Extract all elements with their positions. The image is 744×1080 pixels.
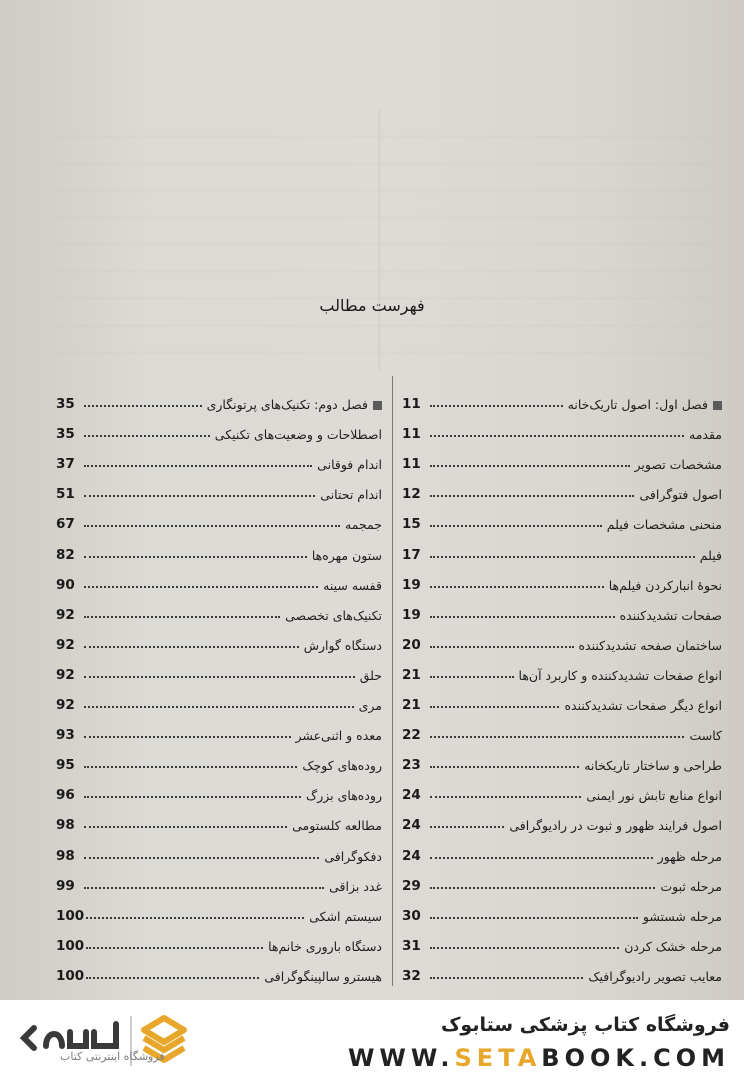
toc-entry-text: مرحله ظهور	[657, 848, 722, 864]
toc-entry-text: انواع منابع تابش نور ایمنی	[586, 788, 722, 804]
dot-leader	[86, 947, 263, 949]
toc-entry-label	[581, 758, 722, 773]
toc-entry-text: صفحات تشدیدکننده	[619, 607, 722, 623]
toc-entry	[56, 773, 382, 803]
toc-page-number: 100	[56, 967, 85, 984]
toc-page-number: 12	[402, 486, 421, 503]
url-prefix: WWW.	[347, 1044, 455, 1072]
toc-entry-text: معایب تصویر رادیوگرافیک	[588, 968, 722, 984]
toc-entry	[402, 563, 722, 593]
toc-page-number: 82	[56, 546, 75, 563]
toc-entry-label	[282, 608, 382, 623]
toc-entry-text: مشخصات تصویر	[634, 457, 722, 473]
toc-entry-label	[686, 728, 722, 743]
toc-entry	[56, 412, 382, 442]
toc-page-number: 20	[402, 636, 421, 653]
toc-page-number: 67	[56, 516, 75, 533]
dot-leader	[84, 586, 318, 588]
toc-page-number: 32	[402, 967, 421, 984]
toc-entry-label	[293, 728, 382, 743]
toc-page-number: 37	[56, 456, 75, 473]
toc-entry-label	[606, 578, 722, 593]
toc-entry-label	[621, 939, 722, 954]
toc-entry	[402, 803, 722, 833]
toc-entry-label	[299, 758, 382, 773]
toc-page-number: 96	[56, 787, 75, 804]
toc-entry	[56, 623, 382, 653]
toc-page-number: 11	[402, 426, 421, 443]
toc-entry-text: روده‌های بزرگ	[306, 788, 382, 804]
toc-entry	[402, 653, 722, 683]
dot-leader	[86, 917, 304, 919]
toc-page-number: 95	[56, 757, 75, 774]
toc-entry-text: مری	[358, 698, 382, 714]
toc-entry	[56, 653, 382, 683]
dot-leader	[430, 977, 583, 979]
url-suffix: BOOK.COM	[541, 1044, 730, 1072]
toc-page-number: 21	[402, 697, 421, 714]
dot-leader	[84, 766, 297, 768]
logo-subtitle: فروشگاه اینترنتی کتاب	[60, 1050, 165, 1063]
dot-leader	[430, 706, 559, 708]
dot-leader	[430, 857, 653, 859]
toc-page-number: 22	[402, 727, 421, 744]
toc-entry-label	[261, 969, 382, 984]
toc-entry-label	[561, 698, 722, 713]
toc-entry	[56, 803, 382, 833]
dot-leader	[84, 887, 324, 889]
toc-entry-label	[320, 578, 382, 593]
toc-entry-text: طراحی و ساختار تاریکخانه	[584, 758, 722, 774]
toc-page-number: 31	[402, 937, 421, 954]
toc-entry-text: جمجمه	[345, 517, 382, 533]
toc-page-number: 92	[56, 636, 75, 653]
toc-entry	[402, 833, 722, 863]
page-title: فهرست مطالب	[319, 296, 425, 315]
dot-leader	[84, 736, 291, 738]
dot-leader	[84, 826, 287, 828]
toc-entry-text: فصل دوم: تکنیک‌های پرتونگاری	[206, 397, 368, 413]
dot-leader	[84, 616, 280, 618]
dot-leader	[84, 857, 319, 859]
toc-page-number: 98	[56, 817, 75, 834]
toc-chapter-entry	[402, 382, 722, 412]
toc-entry	[402, 773, 722, 803]
toc-entry-text: دفکوگرافی	[324, 848, 382, 864]
toc-entry	[402, 683, 722, 713]
dot-leader	[84, 465, 312, 467]
dot-leader	[430, 646, 574, 648]
store-banner	[0, 1000, 744, 1080]
toc-entry-label	[686, 427, 722, 442]
toc-page-number: 15	[402, 516, 421, 533]
toc-entry-label	[265, 939, 382, 954]
toc-entry-label	[342, 517, 382, 532]
toc-entry	[56, 713, 382, 743]
toc-entry	[56, 502, 382, 532]
toc-page-number: 19	[402, 606, 421, 623]
toc-entry-text: حلق	[359, 667, 382, 683]
toc-page-number: 30	[402, 907, 421, 924]
toc-entry	[402, 743, 722, 773]
toc-page-number: 100	[56, 937, 85, 954]
toc-chapter-entry	[56, 382, 382, 412]
toc-entry-text: ساختمان صفحه تشدیدکننده	[578, 637, 722, 653]
dot-leader	[430, 405, 563, 407]
toc-entry-label	[357, 668, 382, 683]
toc-page-number: 24	[402, 847, 421, 864]
dot-leader	[430, 435, 684, 437]
toc-entry-text: سیستم اشکی	[309, 908, 382, 924]
toc-entry-label	[303, 788, 382, 803]
toc-page-number: 93	[56, 727, 75, 744]
bleed-through-text	[40, 110, 720, 370]
toc-entry-text: اصول فرایند ظهور و ثبوت در رادیوگرافی	[509, 818, 722, 834]
toc-entry-text: روده‌های کوچک	[302, 758, 382, 774]
url-highlight: SETA	[454, 1044, 542, 1072]
toc-entry-label	[289, 818, 382, 833]
toc-entry-text: مرحله خشک کردن	[624, 938, 722, 954]
toc-page-number: 11	[402, 396, 421, 413]
toc-entry-text: مطالعه کلستومی	[292, 818, 382, 834]
toc-entry-label	[657, 879, 722, 894]
toc-page-number: 90	[56, 576, 75, 593]
toc-page-number: 24	[402, 787, 421, 804]
toc-entry-text: منحنی مشخصات فیلم	[606, 517, 722, 533]
toc-page-number: 29	[402, 877, 421, 894]
dot-leader	[430, 525, 602, 527]
toc-entry-text: قفسه سینه	[323, 577, 382, 593]
toc-entry-label	[655, 849, 722, 864]
dot-leader	[430, 465, 630, 467]
toc-entry	[402, 532, 722, 562]
toc-entry-label	[585, 969, 722, 984]
chapter-square-icon	[713, 401, 722, 410]
dot-leader	[84, 435, 210, 437]
dot-leader	[430, 495, 634, 497]
dot-leader	[84, 706, 354, 708]
toc-entry-label	[212, 427, 382, 442]
toc-entry	[56, 593, 382, 623]
toc-entry-text: معده و اثنی‌عشر	[295, 728, 382, 744]
setabook-logo	[14, 1008, 204, 1074]
chapter-square-icon	[373, 401, 382, 410]
toc-page-number: 24	[402, 817, 421, 834]
toc-entry-label	[506, 818, 722, 833]
store-url	[348, 1044, 730, 1072]
toc-entry	[402, 894, 722, 924]
toc-page-number: 92	[56, 666, 75, 683]
toc-entry	[56, 442, 382, 472]
toc-entry	[56, 472, 382, 502]
toc-entry-text: هیسترو سالپینگوگرافی	[264, 968, 382, 984]
toc-entry	[56, 833, 382, 863]
toc-page-number: 11	[402, 456, 421, 473]
toc-entry-label	[583, 788, 722, 803]
toc-entry	[402, 472, 722, 502]
toc-entry-text: اصول فتوگرافی	[639, 487, 722, 503]
column-divider	[392, 376, 393, 986]
toc-entry-label	[632, 457, 722, 472]
toc-entry	[56, 924, 382, 954]
toc-entry	[56, 563, 382, 593]
toc-page-number: 92	[56, 697, 75, 714]
toc-entry-text: نحوهٔ انبارکردن فیلم‌ها	[608, 577, 722, 593]
dot-leader	[430, 736, 684, 738]
toc-entry	[56, 532, 382, 562]
toc-entry	[56, 743, 382, 773]
toc-entry-label	[697, 548, 722, 563]
toc-entry-label	[636, 487, 722, 502]
toc-entry-text: مرحله شستشو	[642, 908, 722, 924]
toc-entry-label	[565, 397, 722, 412]
toc-entry-text: تکنیک‌های تخصصی	[285, 607, 382, 623]
dot-leader	[84, 676, 355, 678]
toc-entry-text: اندام تحتانی	[320, 487, 382, 503]
toc-page-number: 92	[56, 606, 75, 623]
toc-entry	[56, 864, 382, 894]
toc-page-number: 35	[56, 396, 75, 413]
toc-entry-text: مرحله ثبوت	[660, 878, 722, 894]
dot-leader	[430, 947, 619, 949]
toc-page-number: 23	[402, 757, 421, 774]
toc-entry	[56, 683, 382, 713]
dot-leader	[430, 826, 504, 828]
dot-leader	[84, 556, 307, 558]
toc-page-number: 21	[402, 666, 421, 683]
toc-entry-text: انواع صفحات تشدیدکننده و کاربرد آن‌ها	[518, 667, 722, 683]
toc-entry	[56, 954, 382, 984]
dot-leader	[84, 796, 301, 798]
toc-entry	[56, 894, 382, 924]
toc-page-number: 19	[402, 576, 421, 593]
dot-leader	[84, 495, 315, 497]
toc-entry-label	[314, 457, 382, 472]
toc-entry-label	[640, 909, 722, 924]
toc-entry-label	[516, 668, 722, 683]
toc-entry-label	[301, 638, 382, 653]
toc-entry-label	[204, 397, 382, 412]
dot-leader	[84, 525, 340, 527]
dot-leader	[430, 556, 695, 558]
toc-entry-text: دستگاه باروری خانم‌ها	[268, 938, 382, 954]
toc-entry-label	[309, 548, 382, 563]
toc-entry	[402, 412, 722, 442]
toc-page-number: 51	[56, 486, 75, 503]
toc-page-number: 99	[56, 877, 75, 894]
dot-leader	[86, 977, 259, 979]
dot-leader	[430, 586, 604, 588]
dot-leader	[430, 766, 579, 768]
toc-entry	[402, 954, 722, 984]
toc-entry-label	[317, 487, 382, 502]
toc-entry-label	[617, 608, 722, 623]
dot-leader	[430, 796, 581, 798]
dot-leader	[430, 616, 615, 618]
toc-page-number: 17	[402, 546, 421, 563]
toc-entry-text: کاست	[689, 728, 722, 744]
toc-page-number: 35	[56, 426, 75, 443]
toc-entry-label	[576, 638, 723, 653]
toc-entry-text: فصل اول: اصول تاریک‌خانه	[567, 397, 708, 413]
toc-entry	[402, 924, 722, 954]
toc-entry-label	[321, 849, 382, 864]
toc-entry-label	[604, 517, 722, 532]
dot-leader	[430, 917, 638, 919]
dot-leader	[430, 887, 655, 889]
toc-column-right	[402, 382, 722, 984]
dot-leader	[430, 676, 514, 678]
toc-page-number: 98	[56, 847, 75, 864]
toc-entry-text: غدد بزاقی	[329, 878, 382, 894]
toc-entry-text: انواع دیگر صفحات تشدیدکننده	[564, 698, 722, 714]
toc-column-left	[56, 382, 382, 984]
toc-entry-text: اندام فوقانی	[317, 457, 382, 473]
toc-entry-label	[326, 879, 382, 894]
toc-entry	[402, 502, 722, 532]
toc-entry-text: فیلم	[699, 547, 722, 563]
toc-entry-text: ستون مهره‌ها	[311, 547, 382, 563]
toc-entry	[402, 713, 722, 743]
dot-leader	[84, 646, 299, 648]
toc-entry	[402, 864, 722, 894]
toc-entry-label	[306, 909, 382, 924]
toc-entry	[402, 623, 722, 653]
toc-entry	[402, 593, 722, 623]
toc-entry-text: اصطلاحات و وضعیت‌های تکنیکی	[214, 427, 382, 443]
toc-entry-label	[356, 698, 382, 713]
toc-entry-text: دستگاه گوارش	[303, 637, 382, 653]
toc-entry-text: مقدمه	[689, 427, 722, 443]
toc-page-number: 100	[56, 907, 85, 924]
toc-entry	[402, 442, 722, 472]
dot-leader	[84, 405, 202, 407]
store-name: فروشگاه کتاب پزشکی ستابوک	[440, 1014, 730, 1036]
